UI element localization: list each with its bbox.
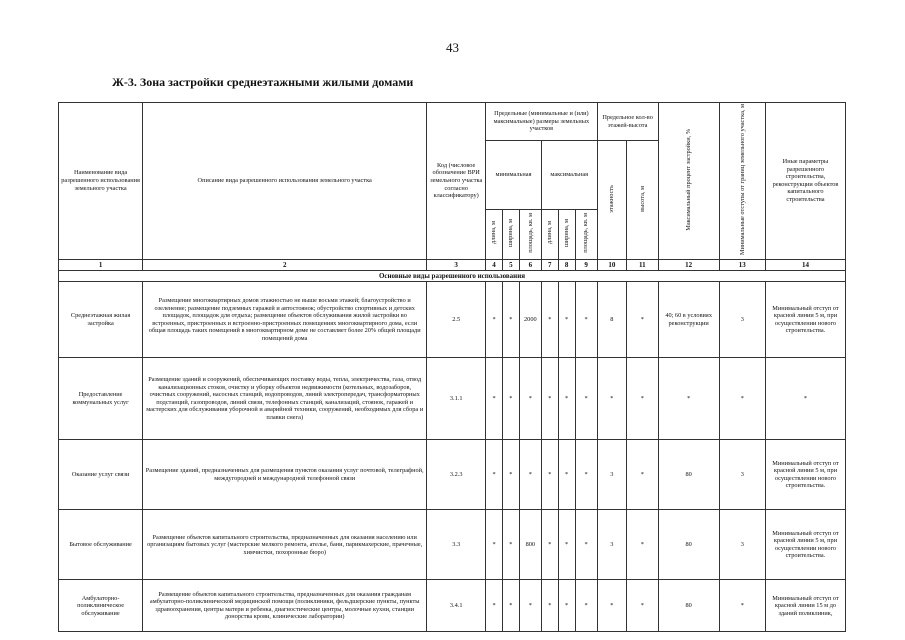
header-min: минимальная: [486, 141, 542, 210]
cell-max-length: *: [541, 580, 558, 632]
cell-max-length: *: [541, 440, 558, 510]
row-description: Размещение объектов капитального строительства, предназначенных для оказания населению или организациям бытовых услуг (мастерские мелкого ремонта, ателье, бани, парикмахерские, прачечные, химчистки, похоронные бюро): [143, 510, 427, 580]
header-floors: этажность: [597, 141, 626, 260]
cell-max-area: *: [575, 282, 597, 358]
cell-max-width: *: [558, 580, 575, 632]
col-number: 3: [427, 259, 486, 270]
row-description: Размещение объектов капитального строительства, предназначенных для оказания гражданам амбулаторно-поликлинической медицинской помощи (поликлиники, фельдшерские пункты, пункты здравоохранения, центры матери и ребенка, диагностические центры, молочные кухни, станции донорства крови, клинические лаборатории): [143, 580, 427, 632]
cell-min-area: 2000: [519, 282, 541, 358]
header-other: Иные параметры разрешенного строительства, реконструкции объектов капитального строительства: [765, 103, 845, 260]
cell-height: *: [627, 358, 659, 440]
cell-max-width: *: [558, 440, 575, 510]
cell-max-length: *: [541, 282, 558, 358]
cell-setback: 3: [719, 440, 765, 510]
col-number: 5: [502, 259, 519, 270]
cell-height: *: [627, 440, 659, 510]
zone-title: Ж-3. Зона застройки среднеэтажными жилыми домами: [112, 75, 414, 89]
col-number: 12: [658, 259, 719, 270]
row-name: Предоставление коммунальных услуг: [59, 358, 143, 440]
row-description: Размещение зданий и сооружений, обеспечивающих поставку воды, тепла, электричества, газа, отвод канализационных стоков, очистку и уборку объектов недвижимости (котельных, водозаборов, очистных сооружений, насосных станций, водопроводов, линий электропередач, трансформаторных подстанций, газопроводов, линий связи, телефонных станций, канализаций, стоянок, гаражей и мастерских для обслуживания уборочной и аварийной техники, сооружений, необходимых для сбора и плавки снега): [143, 358, 427, 440]
header-coverage: Максимальный процент застройки, %: [658, 103, 719, 260]
cell-coverage: 80: [658, 440, 719, 510]
table-row: [59, 510, 846, 580]
col-number: 4: [486, 259, 503, 270]
col-number: 1: [59, 259, 143, 270]
cell-max-width: *: [558, 282, 575, 358]
header-min-width: ширина, м: [502, 209, 519, 259]
cell-other-params: Минимальный отступ от красной линии 15 м до зданий поликлиник,: [765, 580, 845, 632]
table-row: [59, 580, 846, 632]
cell-floors: *: [597, 358, 626, 440]
cell-min-area: *: [519, 440, 541, 510]
cell-max-area: *: [575, 358, 597, 440]
header-code: Код (числовое обозначение ВРИ земельного участка согласно классификатору): [427, 103, 486, 260]
row-description: Размещение зданий, предназначенных для размещения пунктов оказания услуг почтовой, телеграфной, междугородней и международной телефонной связи: [143, 440, 427, 510]
cell-min-length: *: [486, 440, 503, 510]
cell-floors: *: [597, 580, 626, 632]
col-number: 11: [627, 259, 659, 270]
row-name: Бытовое обслуживание: [59, 510, 143, 580]
header-floors-group: Предельное кол-во этажей-высота: [597, 103, 658, 141]
table-row: [59, 358, 846, 440]
cell-max-area: *: [575, 510, 597, 580]
cell-other-params: *: [765, 358, 845, 440]
cell-max-area: *: [575, 580, 597, 632]
col-number: 13: [719, 259, 765, 270]
header-name: Наименование вида разрешенного использования земельного участка: [59, 103, 143, 260]
header-max-length: длина, м: [541, 209, 558, 259]
cell-other-params: Минимальный отступ от красной линии 5 м, при осуществлении нового строительства.: [765, 282, 845, 358]
header-height: высота, м: [627, 141, 659, 260]
cell-min-area: *: [519, 580, 541, 632]
cell-coverage: *: [658, 358, 719, 440]
zoning-table: [58, 102, 846, 632]
header-max-width: ширина, м: [558, 209, 575, 259]
cell-max-width: *: [558, 358, 575, 440]
cell-other-params: Минимальный отступ от красной линии 5 м, при осуществлении нового строительства.: [765, 440, 845, 510]
cell-max-length: *: [541, 510, 558, 580]
col-number: 6: [519, 259, 541, 270]
row-code: 3.3: [427, 510, 486, 580]
cell-height: *: [627, 510, 659, 580]
header-size-group: Предельные (минимальные и (или) максимальные) размеры земельных участков: [486, 103, 598, 141]
row-code: 3.4.1: [427, 580, 486, 632]
row-name: Среднеэтажная жилая застройка: [59, 282, 143, 358]
table-row: [59, 440, 846, 510]
cell-coverage: 40; 60 в условиях реконструкции: [658, 282, 719, 358]
header-description: Описание вида разрешенного использования земельного участка: [143, 103, 427, 260]
cell-coverage: 80: [658, 510, 719, 580]
cell-min-length: *: [486, 358, 503, 440]
col-number: 10: [597, 259, 626, 270]
header-max: максимальная: [541, 141, 597, 210]
cell-setback: *: [719, 580, 765, 632]
cell-min-width: *: [502, 510, 519, 580]
cell-floors: 3: [597, 440, 626, 510]
col-number: 2: [143, 259, 427, 270]
cell-max-area: *: [575, 440, 597, 510]
cell-setback: 3: [719, 282, 765, 358]
col-number: 14: [765, 259, 845, 270]
row-description: Размещение многоквартирных домов этажностью не выше восьми этажей; благоустройство и озеленение; размещение подземных гаражей и автостоянок; обустройство спортивных и детских площадок, площадок для отдыха; размещение объектов обслуживания жилой застройки во встроенных, пристроенных и встроенно-пристроенных помещениях многоквартирного дома, если общая площадь таких помещений в многоквартирном доме не составляет более 20% общей площади помещений дома: [143, 282, 427, 358]
cell-other-params: Минимальный отступ от красной линии 5 м, при осуществлении нового строительства.: [765, 510, 845, 580]
cell-setback: *: [719, 358, 765, 440]
column-numbers-row: [59, 259, 846, 270]
col-number: 9: [575, 259, 597, 270]
cell-min-area: 800: [519, 510, 541, 580]
col-number: 8: [558, 259, 575, 270]
cell-min-width: *: [502, 282, 519, 358]
cell-setback: 3: [719, 510, 765, 580]
row-name: Амбулаторно-поликлиническое обслуживание: [59, 580, 143, 632]
page-number: 43: [446, 40, 459, 55]
col-number: 7: [541, 259, 558, 270]
row-name: Оказание услуг связи: [59, 440, 143, 510]
cell-max-length: *: [541, 358, 558, 440]
cell-max-width: *: [558, 510, 575, 580]
table-row: [59, 282, 846, 358]
cell-min-length: *: [486, 510, 503, 580]
cell-min-area: *: [519, 358, 541, 440]
cell-min-width: *: [502, 580, 519, 632]
section-heading: Основные виды разрешенного использования: [59, 271, 846, 282]
cell-coverage: 80: [658, 580, 719, 632]
header-max-area: площадь, кв. м: [575, 209, 597, 259]
cell-min-width: *: [502, 440, 519, 510]
cell-height: *: [627, 580, 659, 632]
row-code: 2.5: [427, 282, 486, 358]
cell-floors: 3: [597, 510, 626, 580]
row-code: 3.2.3: [427, 440, 486, 510]
cell-min-length: *: [486, 580, 503, 632]
header-setback: Минимальные отступы от границ земельного участка, м: [719, 103, 765, 260]
cell-height: *: [627, 282, 659, 358]
header-min-area: площадь, кв. м: [519, 209, 541, 259]
row-code: 3.1.1: [427, 358, 486, 440]
header-min-length: длина, м: [486, 209, 503, 259]
cell-floors: 8: [597, 282, 626, 358]
cell-min-length: *: [486, 282, 503, 358]
cell-min-width: *: [502, 358, 519, 440]
